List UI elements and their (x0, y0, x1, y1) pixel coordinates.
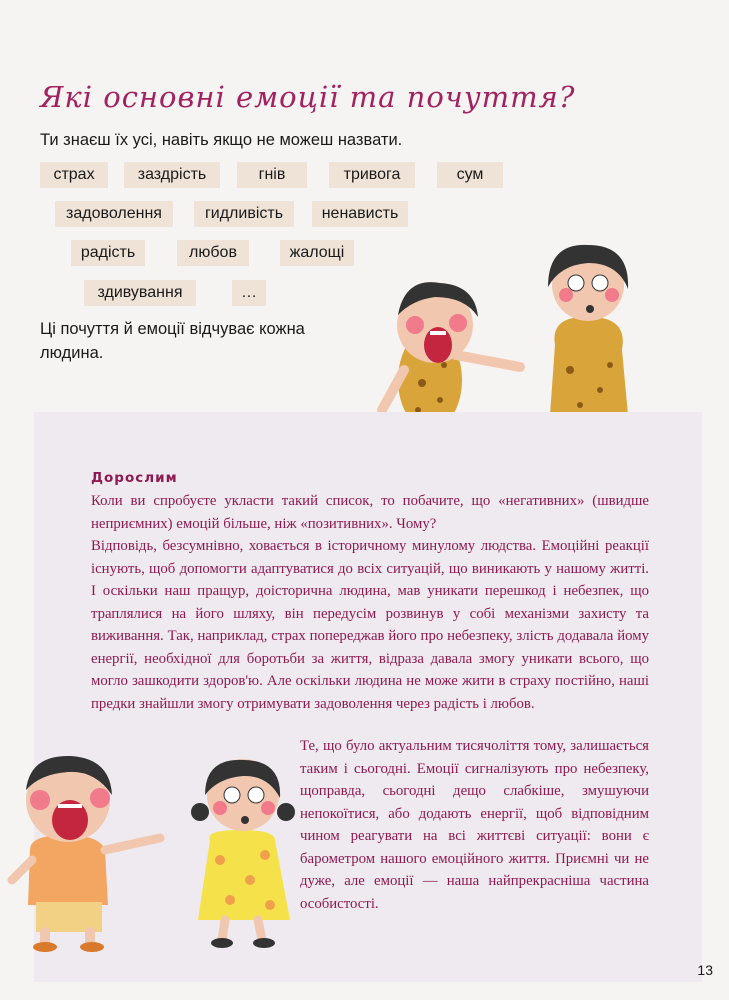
emotion-chip: гнів (237, 162, 307, 188)
emotion-chip: радість (71, 240, 145, 266)
adults-paragraph: Коли ви спробуєте укласти такий список, то побачите, що «негативних» (швидше неприємних) емоцій більше, ніж «позитивних». Чому? (91, 493, 649, 532)
emotion-chip: страх (40, 162, 108, 188)
outro-text: Ці почуття й емоції відчуває кожна людина. (40, 320, 305, 362)
emotion-chip: любов (177, 240, 249, 266)
page-number: 13 (697, 962, 713, 978)
subtitle: Ти знаєш їх усі, навіть якщо не можеш назвати. (40, 131, 403, 149)
adults-text-continued (300, 735, 649, 915)
page-title: Які основні емоції та почуття? (40, 80, 576, 114)
adults-heading: Дорослим (91, 470, 178, 486)
emotion-chip: здивування (84, 280, 196, 306)
emotion-chip: тривога (329, 162, 415, 188)
emotion-chip: задоволення (55, 201, 173, 227)
adults-paragraph: Відповідь, безсумнівно, ховається в історичному минулому людства. Емоційні реакції існують, щоб допомогти адаптуватися до всіх ситуацій, що виникають у нашому житті. І оскільки наш пращур, доісторична людина, мав уникати перешкод і небезпек, що траплялися на його шляху, він передусім розвинув у собі механізми захисту та виживання. Так, наприклад, страх попереджав його про небезпеку, злість додавала йому енергії, необхідної для боротьби за життя, відраза давала змогу уникати всього, що могло зашкодити здоров'ю. Але оскільки людина не може жити в страху постійно, наші предки знайшли змогу отримувати задоволення через радість і любов. (91, 538, 649, 712)
emotion-chip: заздрість (124, 162, 220, 188)
adults-text (91, 490, 649, 715)
emotion-chip: сум (437, 162, 503, 188)
emotion-chip: … (232, 280, 266, 306)
adults-paragraph: Те, що було актуальним тисячоліття тому, залишається таким і сьогодні. Емоції сигналізують про небезпеку, щоправда, сьогодні дещо слабкіше, змушуючи непокоїтися, або додають енергії, щоб відповідним чином реагувати на всі життєві ситуації: вони є барометром нашого емоційного життя. Приємні чи не дуже, але емоції — наша найпрекрасніша частина особистості. (300, 738, 649, 912)
children-illustration (0, 740, 300, 955)
emotion-chip: жалощі (280, 240, 354, 266)
emotion-chip: ненависть (312, 201, 408, 227)
emotion-chip: гидливість (194, 201, 294, 227)
